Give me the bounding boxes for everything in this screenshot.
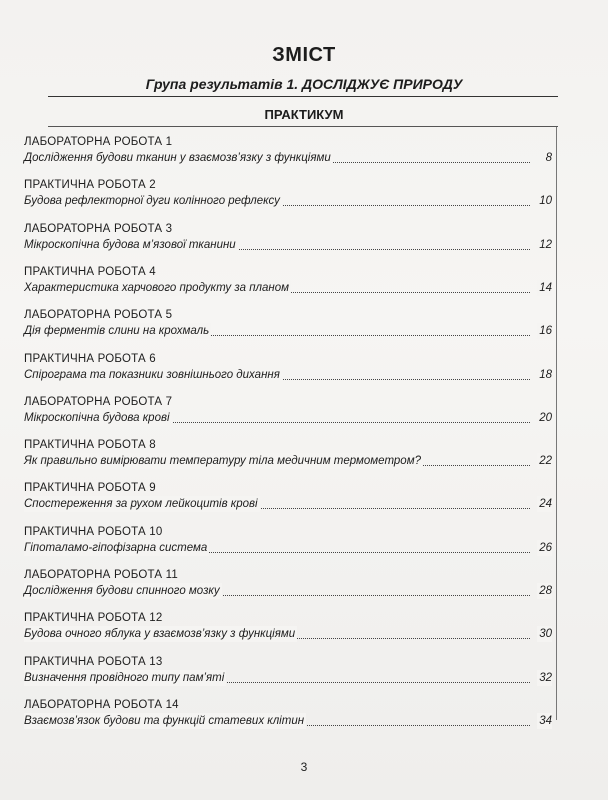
toc-entry-page: 12 [539, 239, 552, 251]
toc-entry-topic: Мікроскопічна будова крові [24, 412, 170, 424]
toc-entry-page: 14 [539, 282, 552, 294]
divider [48, 126, 558, 127]
toc-entry-page: 28 [539, 585, 552, 597]
toc-entry-row [24, 496, 552, 512]
divider [48, 96, 558, 97]
toc-entry[interactable] [24, 610, 552, 642]
toc-entry-topic: Гіпоталамо-гіпофізарна система [24, 542, 208, 554]
toc-entry-topic: Дія ферментів слини на крохмаль [24, 325, 210, 337]
toc-entry-page: 18 [539, 369, 552, 381]
toc-entry-page: 30 [539, 628, 552, 640]
toc-entry-row [24, 150, 552, 166]
toc-entry-kind: ПРАКТИЧНА РОБОТА 12 [24, 612, 163, 624]
toc-entry-row [24, 626, 552, 642]
page-number: 3 [300, 760, 308, 774]
group-title: Група результатів 1. ДОСЛІДЖУЄ ПРИРОДУ [145, 76, 463, 92]
toc-entry[interactable] [24, 480, 552, 512]
toc-entry-topic: Будова рефлекторної дуги колінного рефлексу [24, 195, 280, 207]
page-title: ЗМІСТ [272, 44, 336, 66]
toc-entry[interactable] [24, 351, 552, 383]
toc-entry-kind: ПРАКТИЧНА РОБОТА 10 [24, 526, 163, 538]
toc-entry[interactable] [24, 307, 552, 339]
toc-entry[interactable] [24, 437, 552, 469]
toc-entry-kind: ЛАБОРАТОРНА РОБОТА 3 [24, 223, 173, 235]
toc-entry-row [24, 410, 552, 426]
toc-entry[interactable] [24, 697, 552, 729]
toc-entry-topic: Дослідження будови спинного мозку [24, 585, 220, 597]
toc-entry-kind: ПРАКТИЧНА РОБОТА 6 [24, 353, 156, 365]
toc-entry-kind: ЛАБОРАТОРНА РОБОТА 7 [24, 396, 173, 408]
toc-entry-page: 26 [539, 542, 552, 554]
toc-entry-kind: ПРАКТИЧНА РОБОТА 2 [24, 179, 156, 191]
toc-entry[interactable] [24, 177, 552, 209]
toc-entry-row [24, 540, 552, 556]
toc-entry[interactable] [24, 134, 552, 166]
toc-entry-topic: Характеристика харчового продукту за планом [24, 282, 290, 294]
toc-entry-row [24, 323, 552, 339]
toc-entry-kind: ЛАБОРАТОРНА РОБОТА 14 [24, 699, 179, 711]
toc-entry-kind: ЛАБОРАТОРНА РОБОТА 11 [24, 569, 178, 581]
toc-entry-row [24, 670, 552, 686]
toc-entry[interactable] [24, 654, 552, 686]
toc-entry[interactable] [24, 394, 552, 426]
toc-entry-page: 16 [539, 325, 552, 337]
toc-entry[interactable] [24, 567, 552, 599]
toc-entry-topic: Спостереження за рухом лейкоцитів крові [24, 498, 258, 510]
section-title: ПРАКТИКУМ [264, 107, 344, 122]
toc-entry-topic: Спірограма та показники зовнішнього дихання [24, 369, 280, 381]
toc-entry-row [24, 280, 552, 296]
toc-entry-kind: ПРАКТИЧНА РОБОТА 8 [24, 439, 156, 451]
toc-entry[interactable] [24, 221, 552, 253]
vertical-rule [556, 127, 557, 720]
toc-entry-topic: Взаємозв’язок будови та функцій статевих клітин [24, 715, 305, 727]
toc-entry-kind: ПРАКТИЧНА РОБОТА 13 [24, 656, 163, 668]
toc-entry-row [24, 193, 552, 209]
toc-entry-page: 32 [539, 672, 552, 684]
toc-entry-page: 22 [539, 455, 552, 467]
toc-entry-kind: ПРАКТИЧНА РОБОТА 9 [24, 482, 156, 494]
toc-entry-topic: Дослідження будови тканин у взаємозв’язку з функціями [24, 152, 331, 164]
toc-entry-kind: ЛАБОРАТОРНА РОБОТА 5 [24, 309, 173, 321]
toc-entry-page: 24 [539, 498, 552, 510]
toc-entry[interactable] [24, 264, 552, 296]
toc-entry-page: 8 [545, 152, 552, 164]
toc-entry-page: 20 [539, 412, 552, 424]
toc-entry-topic: Як правильно вимірювати температуру тіла медичним термометром? [24, 455, 421, 467]
toc-entry-page: 34 [539, 715, 552, 727]
toc-entry-row [24, 237, 552, 253]
toc-entry-kind: ЛАБОРАТОРНА РОБОТА 1 [24, 136, 173, 148]
toc-entry-row [24, 453, 552, 469]
toc-entry-topic: Мікроскопічна будова м’язової тканини [24, 239, 236, 251]
toc-entry-row [24, 367, 552, 383]
toc-entry-kind: ПРАКТИЧНА РОБОТА 4 [24, 266, 156, 278]
toc-entry-row [24, 713, 552, 729]
toc-entry-topic: Будова очного яблука у взаємозв’язку з функціями [24, 628, 296, 640]
toc-entry-row [24, 583, 552, 599]
toc-entry[interactable] [24, 524, 552, 556]
toc-entry-page: 10 [539, 195, 552, 207]
toc-entry-topic: Визначення провідного типу пам’яті [24, 672, 225, 684]
